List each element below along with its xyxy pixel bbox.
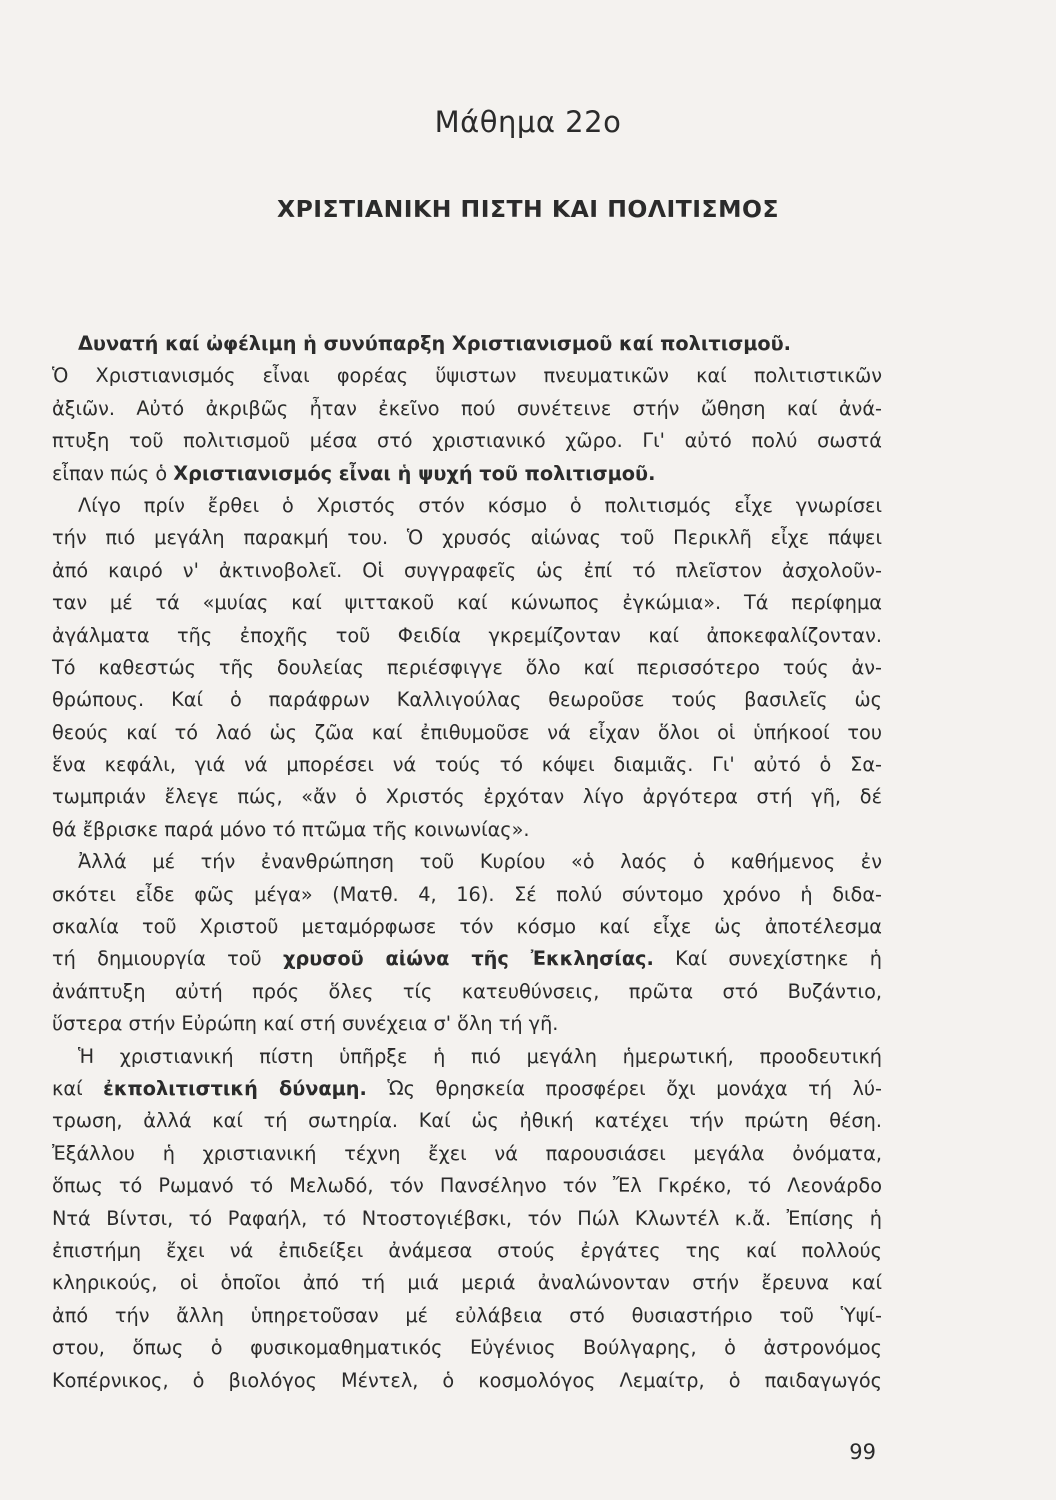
text-run: ἀξιῶν. Αὐτό ἀκριβῶς ἦταν ἐκεῖνο πού συνέτεινε στήν ὤθηση καί ἀνά-: [52, 396, 882, 420]
text-line: [52, 814, 882, 846]
text-line: [52, 911, 882, 943]
text-line: [52, 555, 882, 587]
text-run: στου, ὅπως ὁ φυσικομαθηματικός Εὐγένιος Βούλγαρης, ὁ ἀστρονόμος: [52, 1336, 882, 1360]
text-line: [52, 587, 882, 619]
text-run: Ὁ Χριστιανισμός εἶναι φορέας ὕψιστων πνευματικῶν καί πολιτιστικῶν: [52, 364, 882, 388]
text-run: Κοπέρνικος, ὁ βιολόγος Μέντελ, ὁ κοσμολόγος Λεμαίτρ, ὁ παιδαγωγός: [52, 1368, 882, 1392]
text-run: ὕστερα στήν Εὐρώπη καί στή συνέχεια σ' ὅλη τή γῆ.: [52, 1012, 559, 1036]
text-run: Λίγο πρίν ἔρθει ὁ Χριστός στόν κόσμο ὁ πολιτισμός εἶχε γνωρίσει: [78, 493, 882, 517]
text-run: ἕνα κεφάλι, γιά νά μπορέσει νά τούς τό κόψει διαμιᾶς. Γι' αὐτό ὁ Σα-: [52, 753, 882, 777]
text-run: Τό καθεστώς τῆς δουλείας περιέσφιγγε ὅλο καί περισσότερο τούς ἀν-: [52, 655, 882, 679]
text-line: [52, 781, 882, 813]
text-run: καί: [52, 1076, 104, 1100]
text-run: τωμπριάν ἔλεγε πώς, «ἄν ὁ Χριστός ἐρχόταν λίγο ἀργότερα στή γῆ, δέ: [52, 785, 882, 809]
text-run: θεούς καί τό λαό ὡς ζῶα καί ἐπιθυμοῦσε νά εἶχαν ὅλοι οἱ ὑπήκοοί του: [52, 720, 882, 744]
text-run: πτυξη τοῦ πολιτισμοῦ μέσα στό χριστιανικό χῶρο. Γι' αὐτό πολύ σωστά: [52, 429, 882, 453]
text-line: [52, 717, 882, 749]
text-line: [52, 1138, 882, 1170]
text-line: [52, 684, 882, 716]
text-line: [52, 425, 882, 457]
text-line: [52, 360, 882, 392]
lesson-title: Μάθημα 22ο: [434, 105, 622, 139]
text-run: Καί συνεχίστηκε ἡ: [653, 947, 882, 971]
text-run: θρώπους. Καί ὁ παράφρων Καλλιγούλας θεωροῦσε τούς βασιλεῖς ὡς: [52, 688, 882, 712]
text-line: [52, 749, 882, 781]
text-line: [52, 1300, 882, 1332]
text-line: [52, 620, 882, 652]
emphasized-text: Χριστιανισμός εἶναι ἡ ψυχή τοῦ πολιτισμοῦ.: [173, 461, 656, 485]
text-run: τή δημιουργία τοῦ: [52, 947, 284, 971]
text-line: [52, 1267, 882, 1299]
text-line: [52, 1235, 882, 1267]
text-run: ἀνάπτυξη αὐτή πρός ὅλες τίς κατευθύνσεις, πρῶτα στό Βυζάντιο,: [52, 979, 882, 1003]
text-run: Ἐξάλλου ἡ χριστιανική τέχνη ἔχει νά παρουσιάσει μεγάλα ὀνόματα,: [52, 1141, 882, 1165]
text-run: ταν μέ τά «μυίας καί ψιττακοῦ καί κώνωπος ἐγκώμια». Τά περίφημα: [52, 591, 882, 615]
text-run: σκότει εἶδε φῶς μέγα» (Ματθ. 4, 16). Σέ πολύ σύντομο χρόνο ἡ διδα-: [52, 882, 882, 906]
text-run: Ἡ χριστιανική πίστη ὑπῆρξε ἡ πιό μεγάλη ἡμερωτική, προοδευτική: [78, 1044, 882, 1068]
text-line: [52, 1008, 882, 1040]
text-line: [52, 652, 882, 684]
text-run: Ντά Βίντσι, τό Ραφαήλ, τό Ντοστογιέβσκι, τόν Πώλ Κλωντέλ κ.ἄ. Ἐπίσης ἡ: [52, 1206, 882, 1230]
text-line: [52, 393, 882, 425]
emphasized-text: χρυσοῦ αἰώνα τῆς Ἐκκλησίας.: [283, 947, 654, 971]
text-line: [52, 458, 882, 490]
text-run: τρωση, ἀλλά καί τή σωτηρία. Καί ὡς ἠθική κατέχει τήν πρώτη θέση.: [52, 1109, 882, 1133]
text-line: [52, 879, 882, 911]
text-line: [52, 1170, 882, 1202]
text-line: [52, 1073, 882, 1105]
emphasized-text: Δυνατή καί ὠφέλιμη ἡ συνύπαρξη Χριστιανισμοῦ καί πολιτισμοῦ.: [78, 332, 792, 355]
text-run: σκαλία τοῦ Χριστοῦ μεταμόρφωσε τόν κόσμο καί εἶχε ὡς ἀποτέλεσμα: [52, 915, 882, 939]
text-run: Ὡς θρησκεία προσφέρει ὄχι μονάχα τή λύ-: [366, 1076, 882, 1100]
text-run: Ἀλλά μέ τήν ἐνανθρώπηση τοῦ Κυρίου «ὁ λαός ὁ καθήμενος ἐν: [78, 850, 882, 874]
text-line: [52, 1041, 882, 1073]
text-line: [52, 1203, 882, 1235]
text-line: [52, 1105, 882, 1137]
text-run: θά ἔβρισκε παρά μόνο τό πτῶμα τῆς κοινωνίας».: [52, 817, 530, 841]
text-line: [52, 943, 882, 975]
emphasized-text: ἐκπολιτιστική δύναμη.: [103, 1076, 367, 1100]
text-line: [52, 328, 882, 360]
text-run: ἐπιστήμη ἔχει νά ἐπιδείξει ἀνάμεσα στούς ἐργάτες της καί πολλούς: [52, 1238, 882, 1262]
text-line: [52, 490, 882, 522]
text-line: [52, 976, 882, 1008]
text-line: [52, 846, 882, 878]
text-run: κληρικούς, οἱ ὁποῖοι ἀπό τή μιά μεριά ἀναλώνονταν στήν ἔρευνα καί: [52, 1271, 882, 1295]
page-number: 99: [849, 1440, 876, 1464]
text-run: τήν πιό μεγάλη παρακμή του. Ὁ χρυσός αἰώνας τοῦ Περικλῆ εἶχε πάψει: [52, 526, 882, 550]
text-line: [52, 1365, 882, 1397]
text-line: [52, 1332, 882, 1364]
section-title: ΧΡΙΣΤΙΑΝΙΚΗ ΠΙΣΤΗ ΚΑΙ ΠΟΛΙΤΙΣΜΟΣ: [276, 195, 780, 223]
text-run: ἀγάλματα τῆς ἐποχῆς τοῦ Φειδία γκρεμίζονταν καί ἀποκεφαλίζονταν.: [52, 623, 882, 647]
text-run: εἶπαν πώς ὁ: [52, 461, 174, 485]
text-run: ἀπό τήν ἄλλη ὑπηρετοῦσαν μέ εὐλάβεια στό θυσιαστήριο τοῦ Ὑψί-: [52, 1303, 882, 1327]
text-line: [52, 522, 882, 554]
text-run: ἀπό καιρό ν' ἀκτινοβολεῖ. Οἱ συγγραφεῖς ὡς ἐπί τό πλεῖστον ἀσχολοῦν-: [52, 558, 882, 582]
body-text: [52, 328, 882, 1397]
text-run: ὅπως τό Ρωμανό τό Μελωδό, τόν Πανσέληνο τόν Ἔλ Γκρέκο, τό Λεονάρδο: [52, 1174, 882, 1198]
